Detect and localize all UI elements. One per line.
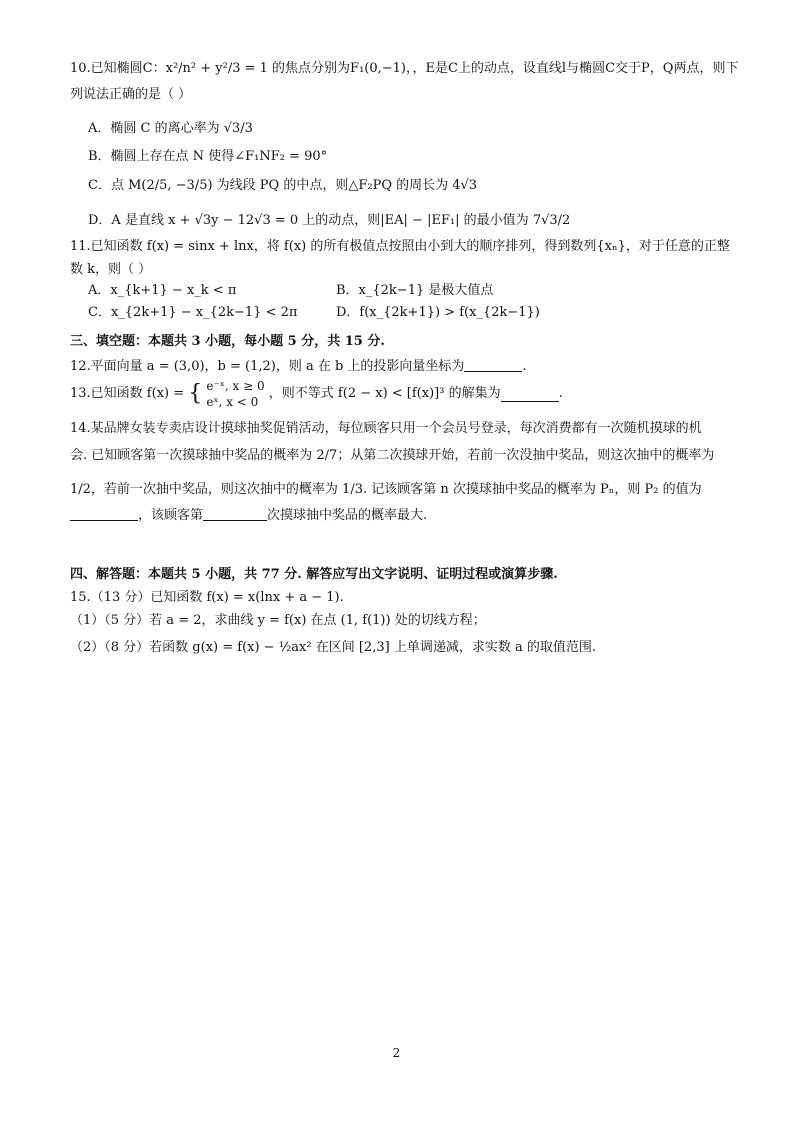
q12-answer-blank [464, 357, 522, 372]
q13-case2: eˣ, x < 0 [206, 395, 259, 409]
q14-line2: 会. 已知顾客第一次摸球抽中奖品的概率为 2/7；从第二次摸球开始，若前一次没抽中奖品，则这次抽中的概率为 [70, 448, 715, 463]
q14-line3: 1/2，若前一次抽中奖品，则这次抽中的概率为 1/3. 记该顾客第 n 次摸球抽中奖品的概率为 Pₙ，则 P₂ 的值为 [70, 482, 702, 497]
q15-stem: 15.（13 分）已知函数 f(x) = x(lnx + a − 1). [70, 590, 344, 605]
q13-case1: e⁻ˣ, x ≥ 0 [206, 379, 265, 393]
q11-option-a: A．x_{k+1} − x_k < π [88, 283, 237, 298]
q13-brace: { [188, 381, 203, 406]
q10-option-a: A．椭圆 C 的离心率为 √3/3 [88, 121, 253, 136]
q14-blank-1 [70, 506, 138, 521]
q14-line4-mid: ，该顾客第 [138, 508, 204, 523]
q13-answer-blank [501, 387, 559, 402]
q12-line [70, 357, 527, 376]
q12-end: . [522, 359, 527, 374]
q13-text-a: 13.已知函数 f(x) = [70, 386, 185, 401]
q11-option-d: D．f(x_{2k+1}) > f(x_{2k−1}) [336, 305, 540, 320]
q13-text-b: ，则不等式 f(2 − x) < [f(x)]³ 的解集为 [268, 386, 501, 401]
q11-stem-line2: 数 k，则（ ） [70, 262, 152, 277]
q10-option-d: D．A 是直线 x + √3y − 12√3 = 0 上的动点，则|EA| − |EF₁| 的最小值为 7√3/2 [88, 213, 571, 228]
page-number: 2 [392, 1046, 401, 1060]
section-4-heading: 四、解答题：本题共 5 小题，共 77 分. 解答应写出文字说明、证明过程或演算步骤. [70, 567, 558, 582]
q14-blank-2 [203, 506, 267, 521]
section-3-heading: 三、填空题：本题共 3 小题，每小题 5 分，共 15 分. [70, 334, 385, 349]
q15-part1: （1）（5 分）若 a = 2，求曲线 y = f(x) 在点 (1, f(1)) 处的切线方程； [70, 613, 486, 628]
q13-end: . [558, 386, 563, 401]
q11-option-b: B．x_{2k−1} 是极大值点 [336, 283, 494, 298]
q11-stem-line1: 11.已知函数 f(x) = sinx + lnx，将 f(x) 的所有极值点按照由小到大的顺序排列，得到数列{xₙ}，对于任意的正整 [70, 239, 730, 254]
q11-option-c: C．x_{2k+1} − x_{2k−1} < 2π [88, 305, 298, 320]
q14-line4 [70, 506, 427, 525]
q15-part2: （2）（8 分）若函数 g(x) = f(x) − ½ax² 在区间 [2,3] 上单调递减，求实数 a 的取值范围. [70, 640, 596, 655]
q14-line4-end: 次摸球抽中奖品的概率最大. [267, 508, 428, 523]
q13-cases [206, 378, 264, 410]
q10-option-b: B．椭圆上存在点 N 使得∠F₁NF₂ = 90° [88, 149, 328, 164]
q10-stem-line2: 列说法正确的是（ ） [70, 87, 192, 102]
q13-line [70, 378, 563, 410]
q10-option-c: C．点 M(2/5, −3/5) 为线段 PQ 的中点，则△F₂PQ 的周长为 4√3 [88, 178, 478, 193]
q14-line1: 14.某品牌女装专卖店设计摸球抽奖促销活动，每位顾客只用一个会员号登录，每次消费都有一次随机摸球的机 [70, 421, 702, 436]
q12-text: 12.平面向量 a = (3,0)，b = (1,2)，则 a 在 b 上的投影向量坐标为 [70, 359, 465, 374]
q10-stem-line1: 10.已知椭圆C：x²/n² + y²/3 = 1 的焦点分别为F₁(0,−1)，，E是C上的动点，设直线l与椭圆C交于P，Q两点，则下 [70, 61, 739, 76]
